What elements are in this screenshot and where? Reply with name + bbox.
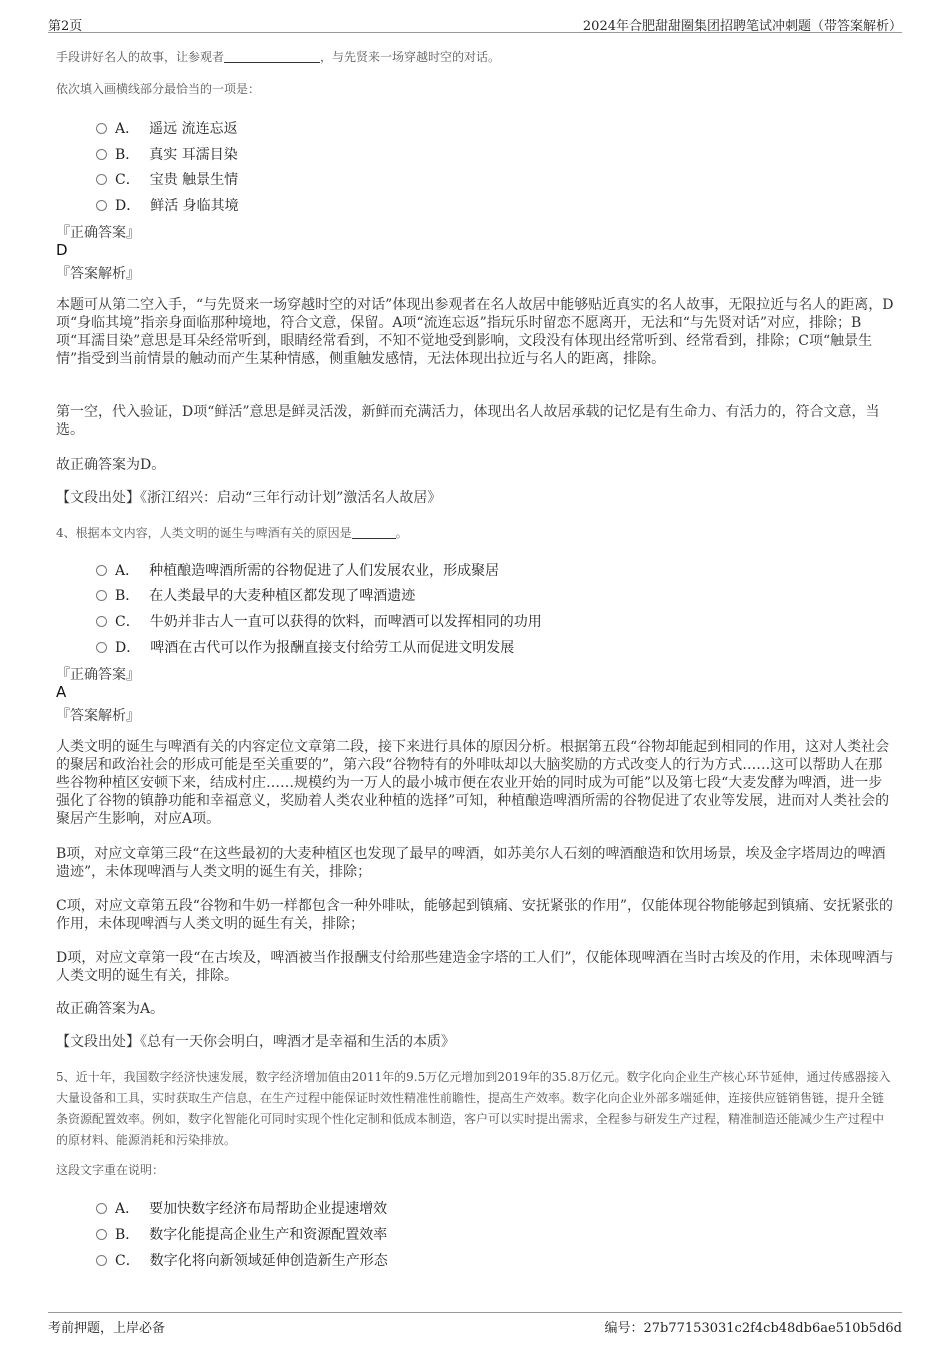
q4-option-b[interactable]: B． 在人类最早的大麦种植区都发现了啤酒遗迹 (96, 585, 415, 605)
radio-icon[interactable] (96, 565, 107, 576)
q5-prompt: 这段文字重在说明： (56, 1163, 165, 1177)
page-number: 第2页 (48, 19, 83, 34)
q3-answer: D (56, 241, 68, 259)
q4-option-a[interactable]: A． 种植酿造啤酒所需的谷物促进了人们发展农业，形成聚居 (96, 560, 499, 580)
page-footer (48, 1312, 902, 1335)
q4-option-d[interactable]: D． 啤酒在古代可以作为报酬直接支付给劳工从而促进文明发展 (96, 637, 514, 657)
q3-option-b[interactable]: B． 真实 耳濡目染 (96, 144, 238, 164)
q4-analysis-para: D项，对应文章第一段“在古埃及，啤酒被当作报酬支付给那些建造金字塔的工人们”，仅能体现啤酒在当时古埃及的作用，未体现啤酒与人类文明的诞生有关，排除。 (56, 950, 894, 984)
q4-conclusion: 故正确答案为A。 (56, 1001, 165, 1017)
document-code: 编号：27b77153031c2f4cb48db6ae510b5d6d (604, 1321, 902, 1336)
q4-stem: 4、根据本文内容，人类文明的诞生与啤酒有关的原因是 。 (56, 526, 408, 540)
q3-option-d[interactable]: D． 鲜活 身临其境 (96, 195, 239, 215)
q3-analysis-para: 本题可从第二空入手，“与先贤来一场穿越时空的对话”体现出参观者在名人故居中能够贴近真实的名人故事，无限拉近与名人的距离，D项“身临其境”指亲身面临那种境地，符合文意，保留。A项“流连忘返”指玩乐时留恋不愿离开，无法和“与先贤对话”对应，排除；B项“耳濡目染”意思是耳朵经常听到，眼睛经常看到，不知不觉地受到影响，文段没有体现出经常听到、经常看到，排除；C项“触景生情”指受到当前情景的触动而产生某种情感，侧重触发感情，无法体现出拉近与名人的距离，排除。 (56, 297, 894, 367)
q3-source: 【文段出处】《浙江绍兴：启动“三年行动计划”激活名人故居》 (56, 490, 442, 506)
radio-icon[interactable] (96, 642, 107, 653)
q3-option-a[interactable]: A． 遥远 流连忘返 (96, 118, 238, 138)
document-title: 2024年合肥甜甜圈集团招聘笔试冲刺题（带答案解析） (582, 19, 902, 34)
q3-prompt: 依次填入画横线部分最恰当的一项是： (56, 82, 261, 96)
fill-blank (224, 50, 320, 63)
radio-icon[interactable] (96, 1203, 107, 1214)
radio-icon[interactable] (96, 123, 107, 134)
q4-answer: A (56, 683, 67, 701)
q4-analysis-para: C项，对应文章第五段“谷物和牛奶一样都包含一种外啡呔，能够起到镇痛、安抚紧张的作用”，仅能体现谷物能够起到镇痛、安抚紧张的作用，未体现啤酒与人类文明的诞生有关，排除； (56, 898, 894, 932)
q4-answer-label: 『正确答案』 (56, 667, 140, 683)
q4-analysis-para: B项，对应文章第三段“在这些最初的大麦种植区也发现了最早的啤酒，如苏美尔人石刻的啤酒酿造和饮用场景，埃及金字塔周边的啤酒遗迹”，未体现啤酒与人类文明的诞生有关，排除； (56, 846, 886, 880)
q3-analysis-label: 『答案解析』 (56, 266, 140, 282)
radio-icon[interactable] (96, 590, 107, 601)
radio-icon[interactable] (96, 1255, 107, 1266)
radio-icon[interactable] (96, 149, 107, 160)
q4-analysis-label: 『答案解析』 (56, 708, 140, 724)
page-header (48, 12, 902, 33)
q5-option-c[interactable]: C． 数字化将向新领域延伸创造新生产形态 (96, 1250, 388, 1270)
q5-option-b[interactable]: B． 数字化能提高企业生产和资源配置效率 (96, 1224, 387, 1244)
q3-analysis-para: 第一空，代入验证，D项“鲜活”意思是鲜灵活泼，新鲜而充满活力，体现出名人故居承载的记忆是有生命力、有活力的，符合文意，当选。 (56, 404, 880, 438)
radio-icon[interactable] (96, 200, 107, 211)
q3-answer-label: 『正确答案』 (56, 225, 140, 241)
footer-slogan: 考前押题，上岸必备 (48, 1321, 166, 1336)
radio-icon[interactable] (96, 1229, 107, 1240)
q4-analysis-para: 人类文明的诞生与啤酒有关的内容定位文章第二段，接下来进行具体的原因分析。根据第五段“谷物却能起到相同的作用，这对人类社会的聚居和政治社会的形成可能是至关重要的”，第六段“谷物特有的外啡呔却以大脑奖励的方式改变人的行为方式……这可以帮助人在那些谷物种植区安顿下来，结成村庄……规模约为一万人的最小城市便在农业开始的同时成为可能”以及第七段“大麦发酵为啤酒，进一步强化了谷物的镇静功能和幸福意义，奖励着人类农业种植的选择”可知，种植酿造啤酒所需的谷物促进了农业等发展，进而对人类社会的聚居产生影响，对应A项。 (56, 739, 890, 827)
q5-option-a[interactable]: A． 要加快数字经济布局帮助企业提速增效 (96, 1198, 387, 1218)
q5-stem: 5、近十年，我国数字经济快速发展，数字经济增加值由2011年的9.5万亿元增加到2019年的35.8万亿元。数字化向企业生产核心环节延伸，通过传感器接入大量设备和工具，实时获取生产信息，在生产过程中能保证时效性精准性前瞻性，提高生产效率。数字化向企业外部多端延伸，连接供应链销售链，提升全链条资源配置效率。例如，数字化智能化可同时实现个性化定制和低成本制造，客户可以实时提出需求，全程参与研发生产过程，精准制造还能减少生产过程中的原材料、能源消耗和污染排放。 (56, 1070, 891, 1147)
q3-option-c[interactable]: C． 宝贵 触景生情 (96, 169, 238, 189)
radio-icon[interactable] (96, 174, 107, 185)
q4-option-c[interactable]: C． 牛奶并非古人一直可以获得的饮料，而啤酒可以发挥相同的功用 (96, 611, 542, 631)
fill-blank (352, 526, 396, 539)
q3-conclusion: 故正确答案为D。 (56, 457, 166, 473)
radio-icon[interactable] (96, 616, 107, 627)
q3-stem-tail: 手段讲好名人的故事，让参观者 ，与先贤来一场穿越时空的对话。 (56, 50, 501, 64)
q4-source: 【文段出处】《总有一天你会明白，啤酒才是幸福和生活的本质》 (56, 1034, 455, 1050)
